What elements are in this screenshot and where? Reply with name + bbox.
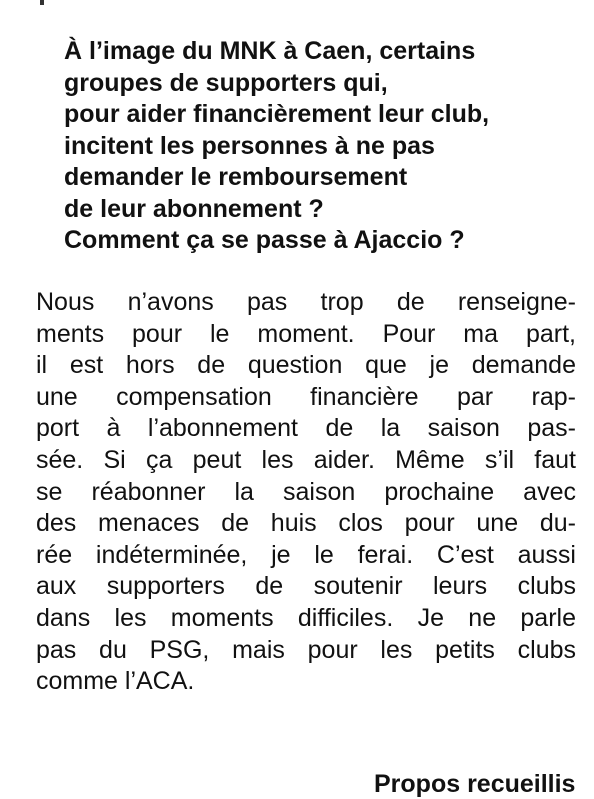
question-line: groupes de supporters qui,: [64, 68, 388, 97]
question-line: Comment ça se passe à Ajaccio ?: [64, 226, 465, 254]
answer-line: des menaces de huis clos pour une du-: [36, 509, 576, 538]
signature-credit: Propos recueillis: [374, 770, 576, 798]
question-line: demander le remboursement: [64, 163, 408, 191]
answer-line: se réabonner la saison prochaine avec: [36, 477, 576, 506]
interview-answer: [36, 287, 576, 698]
answer-line: rée indéterminée, je le ferai. C’est aussi: [36, 540, 576, 569]
answer-line: ments pour le moment. Pour ma part,: [36, 319, 576, 348]
question-line: À l’image du MNK à Caen, certains: [64, 37, 476, 65]
question-line: de leur abonnement ?: [64, 194, 324, 223]
answer-line: Nous n’avons pas trop de renseigne-: [36, 288, 576, 316]
interview-question: [64, 36, 584, 257]
question-line: pour aider financièrement leur club,: [64, 100, 490, 128]
answer-line: une compensation financière par rap-: [36, 382, 576, 411]
page-edge-mark: [40, 0, 44, 5]
answer-line: aux supporters de soutenir leurs clubs: [36, 572, 576, 601]
answer-line: pas du PSG, mais pour les petits clubs: [36, 635, 576, 664]
answer-line: sée. Si ça peut les aider. Même s’il faut: [36, 445, 576, 474]
answer-line: comme l’ACA.: [36, 667, 195, 696]
answer-line: port à l’abonnement de la saison pas-: [36, 414, 576, 443]
question-line: incitent les personnes à ne pas: [64, 131, 435, 160]
answer-line: il est hors de question que je demande: [36, 351, 576, 380]
answer-line: dans les moments difficiles. Je ne parle: [36, 603, 576, 632]
